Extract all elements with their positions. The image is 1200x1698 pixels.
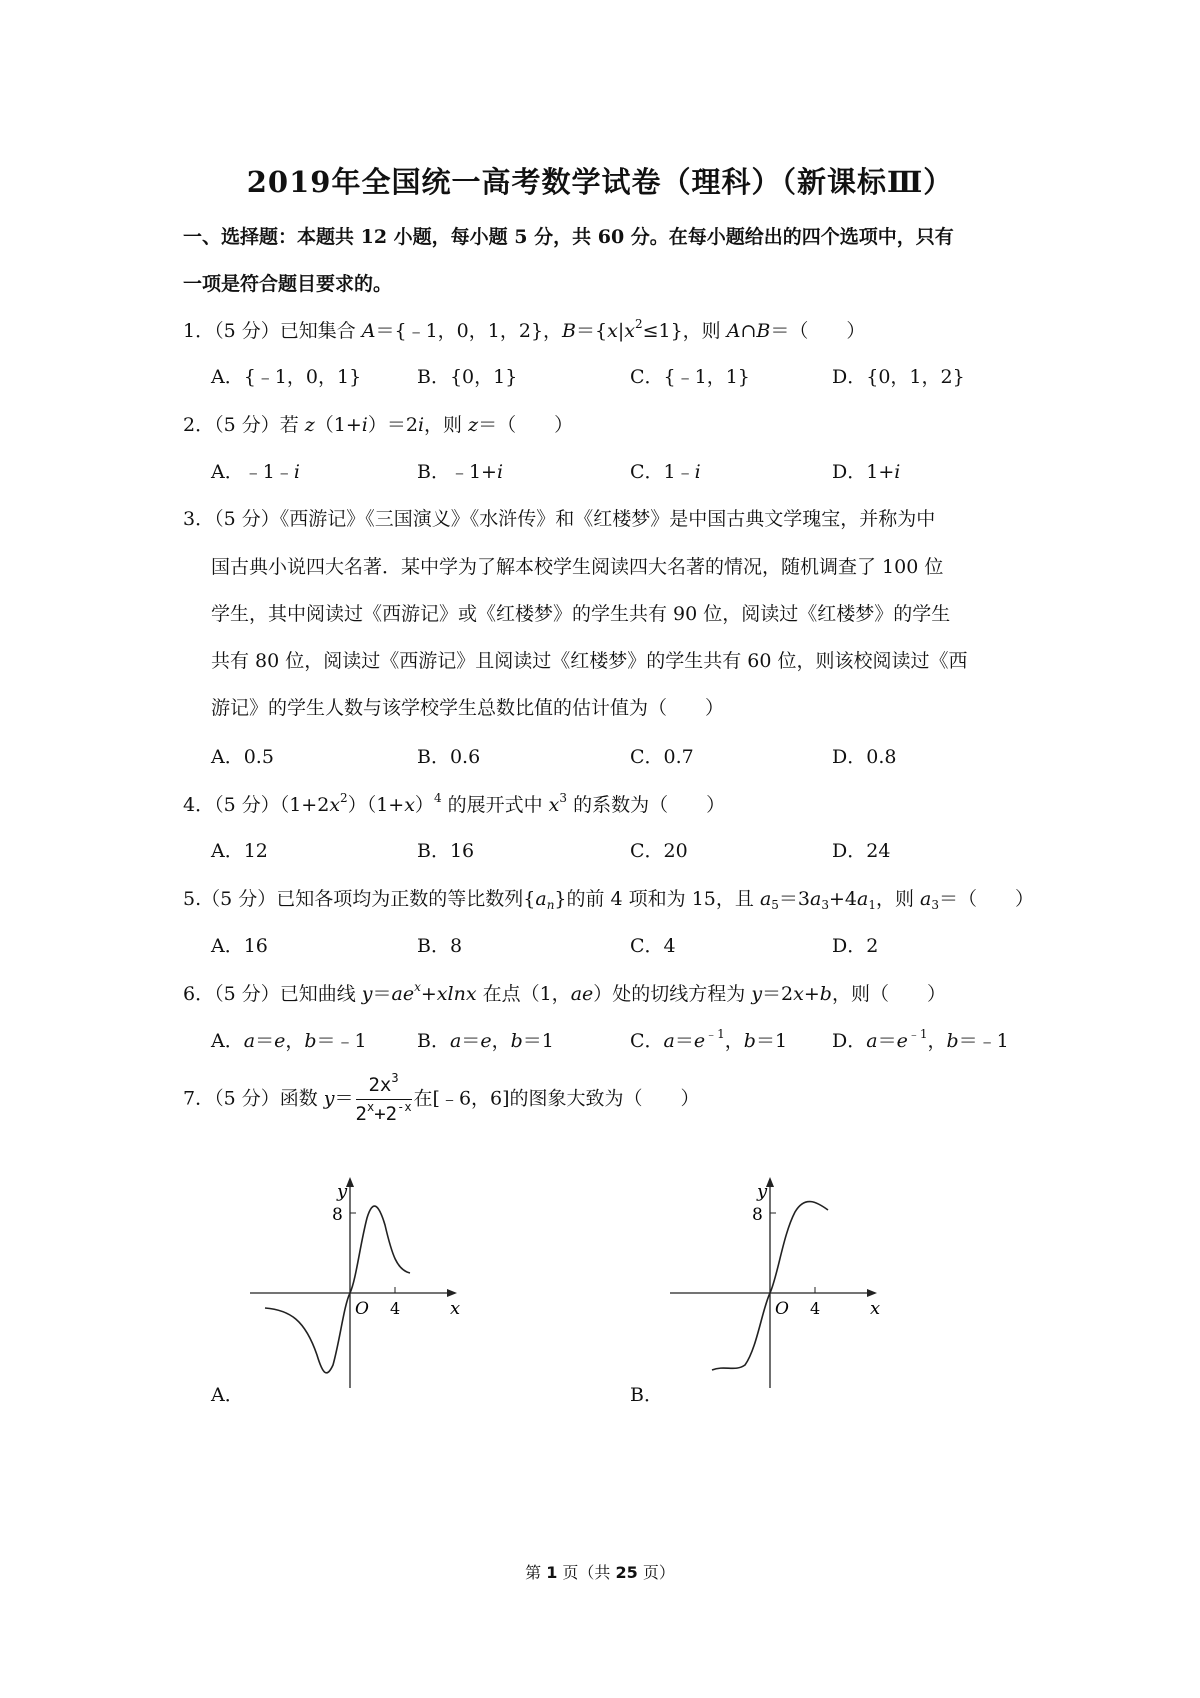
q2-option-d: D．1+i xyxy=(832,461,901,483)
graph-b-y-label: y xyxy=(757,1181,768,1202)
graph-a-x-label: x xyxy=(450,1298,461,1319)
q1-option-a: A．{﹣1，0，1} xyxy=(211,366,362,388)
q3-option-c: C．0.7 xyxy=(630,746,694,768)
q4-option-b: B．16 xyxy=(417,840,475,862)
graph-b-x-label: x xyxy=(870,1298,881,1319)
section-heading-line2: 一项是符合题目要求的。 xyxy=(183,273,393,295)
q1-option-c: C．{﹣1，1} xyxy=(630,366,750,388)
page-total: 25 xyxy=(615,1563,638,1582)
graph-a-curve xyxy=(265,1206,410,1373)
graph-a-x-arrow xyxy=(447,1289,457,1297)
q1-option-d: D．{0，1，2} xyxy=(832,366,965,388)
q6-option-c: C．$a=e^{﹣1}$，b＝1 xyxy=(630,1027,788,1052)
function-fraction: $\frac{2x^3}{2^x+2^{-x}}$ xyxy=(355,1071,412,1125)
q5-option-d: D．2 xyxy=(832,935,879,957)
graph-a-origin-label: O xyxy=(355,1299,369,1319)
graph-b xyxy=(665,1170,895,1390)
graph-a xyxy=(245,1170,475,1390)
graph-b-label: B． xyxy=(630,1384,663,1406)
question-3-line2: 国古典小说四大名著．某中学为了解本校学生阅读四大名著的情况，随机调查了 100 位 xyxy=(211,556,944,578)
graph-b-y-arrow xyxy=(766,1177,774,1187)
q2-option-c: C．1﹣i xyxy=(630,461,701,483)
question-5: 5.（5 分）已知各项均为正数的等比数列$\{a_n\}$的前 4 项和为 15，且 $a_5=3a_3+4a_1$，则 $a_3=$（ ） xyxy=(183,888,1034,912)
graph-b-x-tick-label: 4 xyxy=(810,1299,821,1318)
q5-option-b: B．8 xyxy=(417,935,463,957)
q4-option-d: D．24 xyxy=(832,840,891,862)
page-title: 2019年全国统一高考数学试卷（理科）（新课标Ⅲ） xyxy=(246,165,954,199)
q3-option-a: A．0.5 xyxy=(211,746,274,768)
question-6: 6．（5 分）已知曲线 $y=ae^x+xlnx$ 在点（1，ae）处的切线方程为 y＝2x+b，则（ ） xyxy=(183,980,946,1005)
q2-option-a: A．﹣1﹣i xyxy=(211,461,300,483)
graph-b-origin-label: O xyxy=(775,1299,789,1319)
question-3-line5: 游记》的学生人数与该学校学生总数比值的估计值为（ ） xyxy=(211,697,725,719)
q6-option-a: A．a＝e，b＝﹣1 xyxy=(211,1030,367,1052)
q4-option-a: A．12 xyxy=(211,840,268,862)
graph-b-x-arrow xyxy=(867,1289,877,1297)
section-heading-line1: 一、选择题：本题共 12 小题，每小题 5 分，共 60 分。在每小题给出的四个选项中，只有 xyxy=(183,226,954,248)
graph-a-x-tick-label: 4 xyxy=(390,1299,401,1318)
question-7: 7．（5 分）函数 y＝ $\frac{2x^3}{2^x+2^{-x}}$ 在[﹣6，6]的图象大致为（ ） xyxy=(183,1071,700,1125)
q2-option-b: B．﹣1+i xyxy=(417,461,504,483)
page-number: 1 xyxy=(546,1563,558,1582)
question-3-line4: 共有 80 位，阅读过《西游记》且阅读过《红楼梦》的学生共有 60 位，则该校阅读过《西 xyxy=(211,650,968,672)
graph-a-y-tick-label: 8 xyxy=(332,1205,343,1225)
q5-option-c: C．4 xyxy=(630,935,676,957)
graph-b-y-tick-label: 8 xyxy=(752,1205,763,1225)
question-4: 4．（5 分）$(1+2x^2)(1+x)^4$ 的展开式中 $x^3$ 的系数为（ ） xyxy=(183,791,726,816)
question-2: 2．（5 分）若 z（1+i）＝2i，则 z＝（ ） xyxy=(183,414,574,436)
graph-a-label: A． xyxy=(211,1384,244,1406)
graph-a-y-arrow xyxy=(346,1177,354,1187)
q3-option-d: D．0.8 xyxy=(832,746,897,768)
q6-option-b: B．a＝e，b＝1 xyxy=(417,1030,554,1052)
q4-option-c: C．20 xyxy=(630,840,688,862)
q5-option-a: A．16 xyxy=(211,935,268,957)
page-footer: 第 1 页（共 25 页） xyxy=(525,1563,675,1582)
graph-a-y-label: y xyxy=(337,1181,348,1202)
q1-option-b: B．{0，1} xyxy=(417,366,518,388)
question-3-line3: 学生，其中阅读过《西游记》或《红楼梦》的学生共有 90 位，阅读过《红楼梦》的学生 xyxy=(211,603,951,625)
q3-option-b: B．0.6 xyxy=(417,746,481,768)
question-1: 1．（5 分）已知集合 A＝{﹣1，0，1，2}，$B=\{x|x^2\le 1\}$，则 A∩B＝（ ） xyxy=(183,317,866,342)
q6-option-d: D．$a=e^{﹣1}$，b＝﹣1 xyxy=(832,1027,1009,1052)
question-3-line1: 3．（5 分）《西游记》《三国演义》《水浒传》和《红楼梦》是中国古典文学瑰宝，并称为中 xyxy=(183,508,936,530)
